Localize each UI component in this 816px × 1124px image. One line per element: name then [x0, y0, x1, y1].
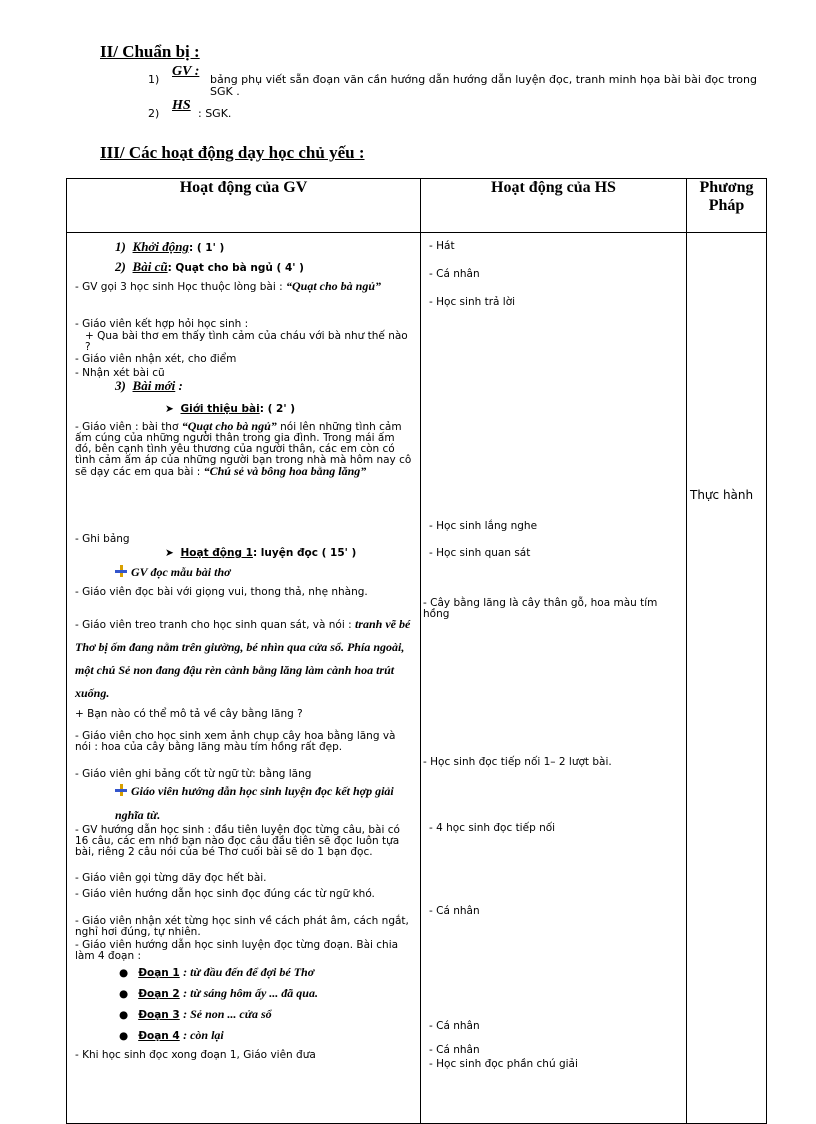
- hs-line: - Cá nhân: [429, 268, 480, 280]
- prep-item-number: 2): [148, 107, 160, 120]
- gv-paragraph: - Giáo viên treo tranh cho học sinh quan sát, và nói : tranh vẽ bé Thơ bị ốm đang nằm trên giường, bé nhìn qua cửa sổ. Phía ngoài, một chú Sẻ non đang đậu rèn cành bằng lăng làm cành hoa trút xuống.: [75, 617, 411, 700]
- hs-line: - Cây bằng lăng là cây thân gỗ, hoa màu tím hồng: [423, 597, 658, 620]
- gv-gioi-thieu: ➤ Giới thiệu bài: ( 2' ): [165, 403, 296, 415]
- gv-line: - Khi học sinh đọc xong đoạn 1, Giáo viên đưa: [75, 1049, 316, 1061]
- gv-line: - Giáo viên ghi bảng cốt từ ngữ từ: bằng lăng: [75, 768, 312, 780]
- hs-line: - Cá nhân: [429, 1020, 480, 1032]
- method-cell: [687, 233, 767, 1124]
- bullet-star-icon: [115, 784, 127, 796]
- gv-line: - Nhận xét bài cũ: [75, 367, 165, 379]
- prep-text-gv: bảng phụ viết sẵn đoạn văn cần hướng dẫn hướng dẫn luyện đọc, tranh minh họa bài bài đọc trong SGK .: [210, 73, 757, 98]
- gv-line: - Giáo viên đọc bài với giọng vui, thong thả, nhẹ nhàng.: [75, 586, 368, 598]
- hs-line: - Học sinh lắng nghe: [429, 520, 538, 532]
- gv-paragraph: - GV hướng dẫn học sinh : đầu tiên luyện đọc từng câu, bài có 16 câu, các em nhớ bạn nào đọc câu đầu tiên sẽ đọc luôn tựa bài, riêng 2 câu nói của bé Thơ cuối bài sẽ do 1 bạn đọc.: [75, 824, 400, 858]
- gv-line: - Giáo viên cho học sinh xem ảnh chụp cây hoa bằng lăng và nói : hoa của cây bằng lăng màu tím hồng rất đẹp.: [75, 730, 396, 753]
- hs-line: - Học sinh trả lời: [429, 296, 516, 308]
- gv-line: - Giáo viên kết hợp hỏi học sinh :: [75, 318, 249, 330]
- section-title-chuan-bi: II/ Chuẩn bị :: [100, 42, 200, 61]
- gv-subhead: Giáo viên hướng dẫn học sinh luyện đọc kết hợp giải nghĩa từ.: [115, 784, 394, 822]
- gv-line: + Bạn nào có thể mô tả về cây bằng lăng ?: [75, 708, 303, 720]
- doan-1: ● Đoạn 1 : từ đầu đến để đợi bé Thơ: [119, 965, 315, 979]
- gv-intro-paragraph: - Giáo viên : bài thơ “Quạt cho bà ngủ” nói lên những tình cảm ấm cúng của những người thân trong gia đình. Trong mái ấm đó, bên cạnh tình yêu thương của người thân, các em còn có tình cảm ấm áp của những người bạn trong nhà mà hôm nay cô sẽ dạy các em qua bài : “Chú sẻ và bông hoa bằng lăng”: [75, 419, 412, 478]
- gv-line: + Qua bài thơ em thấy tình cảm của cháu với bà như thế nào ?: [85, 330, 408, 353]
- prep-item-number: 1): [148, 73, 160, 86]
- header-teacher-activity: Hoạt động của GV: [67, 179, 421, 233]
- doan-4: ● Đoạn 4 : còn lại: [119, 1028, 224, 1042]
- prep-label-gv: GV :: [172, 64, 200, 79]
- activities-table: [66, 178, 767, 1124]
- doan-3: ● Đoạn 3 : Sẻ non ... cửa sổ: [119, 1007, 272, 1021]
- gv-line: - Giáo viên hướng dẫn học sinh luyện đọc từng đoạn. Bài chia làm 4 đoạn :: [75, 939, 399, 962]
- gv-subhead: GV đọc mẫu bài thơ: [115, 565, 412, 579]
- hs-line: - Học sinh đọc phần chú giải: [429, 1058, 578, 1070]
- header-student-activity: Hoạt động của HS: [421, 179, 687, 233]
- step-bai-moi: 3) Bài mới :: [115, 378, 183, 393]
- step-khoi-dong: 1) Khởi động: ( 1' ): [115, 239, 225, 254]
- student-activity-cell: [421, 233, 687, 1124]
- gv-line: - Giáo viên nhận xét, cho điểm: [75, 353, 237, 365]
- header-method: Phương Pháp: [687, 179, 767, 233]
- gv-line: - GV gọi 3 học sinh Học thuộc lòng bài : “Quạt cho bà ngủ”: [75, 279, 382, 293]
- method-thuc-hanh: Thực hành: [690, 488, 754, 502]
- hs-line: - Học sinh quan sát: [429, 547, 531, 559]
- gv-line: - Giáo viên hướng dẫn học sinh đọc đúng các từ ngữ khó.: [75, 888, 375, 900]
- step-bai-cu: 2) Bài cũ: Quạt cho bà ngủ ( 4' ): [115, 259, 304, 274]
- teacher-activity-cell: [67, 233, 421, 1124]
- gv-line: - Giáo viên nhận xét từng học sinh về cách phát âm, cách ngắt, nghỉ hơi đúng, tự nhiên.: [75, 915, 409, 938]
- arrow-right-icon: ➤: [165, 403, 174, 415]
- gv-line: - Giáo viên gọi từng dãy đọc hết bài.: [75, 872, 267, 884]
- prep-text-hs: : SGK.: [198, 107, 232, 120]
- hs-line: - Hát: [429, 240, 455, 252]
- doan-2: ● Đoạn 2 : từ sáng hôm ấy ... đã qua.: [119, 986, 318, 1000]
- hs-line: - Cá nhân: [429, 905, 480, 917]
- hs-line: - Học sinh đọc tiếp nối 1– 2 lượt bài.: [423, 756, 612, 768]
- hs-line: - Cá nhân: [429, 1044, 480, 1056]
- hs-line: - 4 học sinh đọc tiếp nối: [429, 822, 556, 834]
- prep-label-hs: HS: [172, 98, 191, 113]
- gv-hoat-dong-1: ➤ Hoạt động 1: luyện đọc ( 15' ): [165, 547, 357, 559]
- gv-line: - Ghi bảng: [75, 533, 130, 545]
- arrow-right-icon: ➤: [165, 547, 174, 559]
- bullet-star-icon: [115, 565, 127, 577]
- section-title-hoat-dong: III/ Các hoạt động dạy học chủ yếu :: [100, 143, 365, 162]
